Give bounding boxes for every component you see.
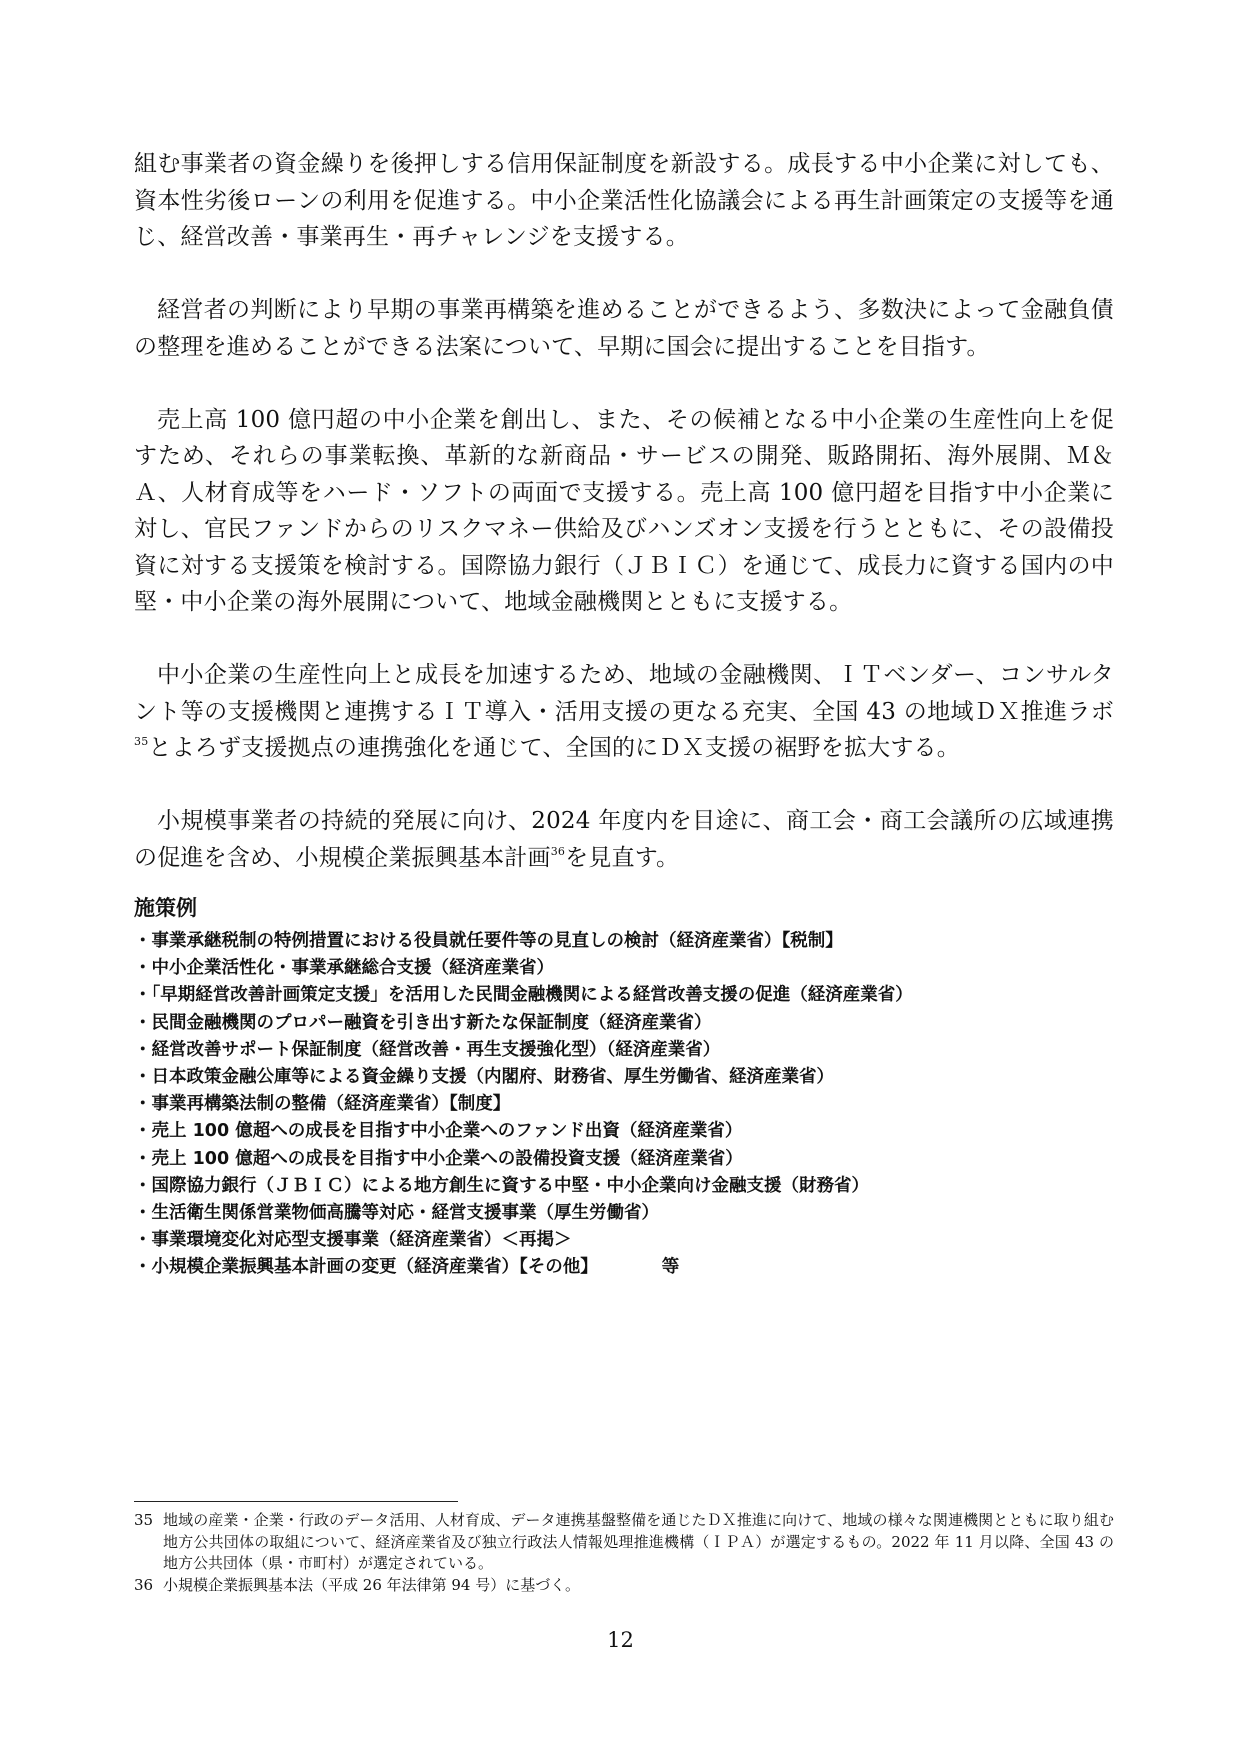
measure-item: ・経営改善サポート保証制度（経営改善・再生支援強化型）（経済産業省） bbox=[134, 1039, 721, 1060]
paragraph-4-text: 中小企業の生産性向上と成長を加速するため、地域の金融機関、ＩＴベンダー、コンサルタント等の支援機関と連携するＩＴ導入・活用支援の更なる充実、全国 43 の地域ＤＸ推進ラボ bbox=[134, 662, 1114, 725]
paragraph-4-text-cont: とよろず支援拠点の連携強化を通じて、全国的にＤＸ支援の裾野を拡大する。 bbox=[148, 735, 960, 761]
footnote-number: 36 bbox=[134, 1575, 154, 1594]
paragraph-5 bbox=[134, 803, 1114, 876]
footnote-35 bbox=[134, 1510, 1114, 1575]
measure-list-etc: 等 bbox=[661, 1257, 680, 1278]
paragraph-1: 組む事業者の資金繰りを後押しする信用保証制度を新設する。成長する中小企業に対しても、資本性劣後ローンの利用を促進する。中小企業活性化協議会による再生計画策定の支援等を通じ、経営改善・事業再生・再チャレンジを支援する。 bbox=[134, 151, 1114, 250]
footnote-ref-36[interactable]: 36 bbox=[550, 844, 566, 858]
footnote-36 bbox=[134, 1575, 1114, 1597]
footnote-text: 地域の産業・企業・行政のデータ活用、人材育成、データ連携基盤整備を通じたＤＸ推進に向けて、地域の様々な関連機関とともに取り組む地方公共団体の取組について、経済産業省及び独立行政法人情報処理推進機構（ＩＰＡ）が選定するもの。2022 年 11 月以降、全国 43 の地方公共団体（県・市町村）が選定されている。 bbox=[163, 1511, 1114, 1572]
paragraph-2: 経営者の判断により早期の事業再構築を進めることができるよう、多数決によって金融負債の整理を進めることができる法案について、早期に国会に提出することを目指す。 bbox=[134, 297, 1114, 360]
measure-item: ・中小企業活性化・事業承継総合支援（経済産業省） bbox=[134, 958, 554, 979]
footnote-divider bbox=[134, 1501, 458, 1502]
measure-item: ・事業環境変化対応型支援事業（経済産業省）＜再掲＞ bbox=[134, 1230, 572, 1251]
measure-item: ・「早期経営改善計画策定支援」を活用した民間金融機関による経営改善支援の促進（経済産業省） bbox=[134, 985, 913, 1006]
measures-list bbox=[134, 928, 1114, 1282]
footnote-text: 小規模企業振興基本法（平成 26 年法律第 94 号）に基づく。 bbox=[163, 1575, 580, 1594]
paragraph-4 bbox=[134, 657, 1114, 767]
measure-item-last bbox=[134, 1254, 1114, 1281]
measure-item: ・売上 100 億超への成長を目指す中小企業へのファンド出資（経済産業省） bbox=[134, 1121, 743, 1142]
page-number: 12 bbox=[607, 1628, 634, 1652]
measures-title: 施策例 bbox=[134, 896, 197, 920]
measure-item: ・事業承継税制の特例措置における役員就任要件等の見直しの検討（経済産業省）【税制】 bbox=[134, 931, 843, 951]
measures-section bbox=[134, 894, 1114, 1282]
footnote-number: 35 bbox=[134, 1511, 154, 1529]
measure-item: ・日本政策金融公庫等による資金繰り支援（内閣府、財務省、厚生労働省、経済産業省） bbox=[134, 1067, 834, 1088]
measure-item: ・売上 100 億超への成長を目指す中小企業への設備投資支援（経済産業省） bbox=[134, 1148, 743, 1169]
measure-item: ・事業再構築法制の整備（経済産業省）【制度】 bbox=[134, 1094, 511, 1115]
footnote-ref-35[interactable]: 35 bbox=[134, 735, 149, 748]
paragraph-5-text: 小規模事業者の持続的発展に向け、2024 年度内を目途に、商工会・商工会議所の広域連携の促進を含め、小規模企業振興基本計画 bbox=[134, 808, 1114, 871]
measure-item: ・民間金融機関のプロパー融資を引き出す新たな保証制度（経済産業省） bbox=[134, 1012, 712, 1033]
paragraph-3: 売上高 100 億円超の中小企業を創出し、また、その候補となる中小企業の生産性向上を促すため、それらの事業転換、革新的な新商品・サービスの開発、販路開拓、海外展開、Ｍ＆Ａ、人材育成等をハード・ソフトの両面で支援する。売上高 100 億円超を目指す中小企業に対し、官民ファンドからのリスクマネー供給及びハンズオン支援を行うとともに、その設備投資に対する支援策を検討する。国際協力銀行（ＪＢＩＣ）を通じて、成長力に資する国内の中堅・中小企業の海外展開について、地域金融機関とともに支援する。 bbox=[134, 406, 1114, 615]
measure-item: ・生活衛生関係営業物価高騰等対応・経営支援事業（厚生労働省） bbox=[134, 1203, 659, 1224]
body-text bbox=[134, 146, 1114, 913]
paragraph-5-text-cont: を見直す。 bbox=[565, 844, 680, 871]
measure-item-last-text: ・小規模企業振興基本計画の変更（経済産業省）【その他】 bbox=[134, 1257, 598, 1278]
footnotes bbox=[134, 1510, 1114, 1596]
measure-item: ・国際協力銀行（ＪＢＩＣ）による地方創生に資する中堅・中小企業向け金融支援（財務省） bbox=[134, 1175, 869, 1196]
